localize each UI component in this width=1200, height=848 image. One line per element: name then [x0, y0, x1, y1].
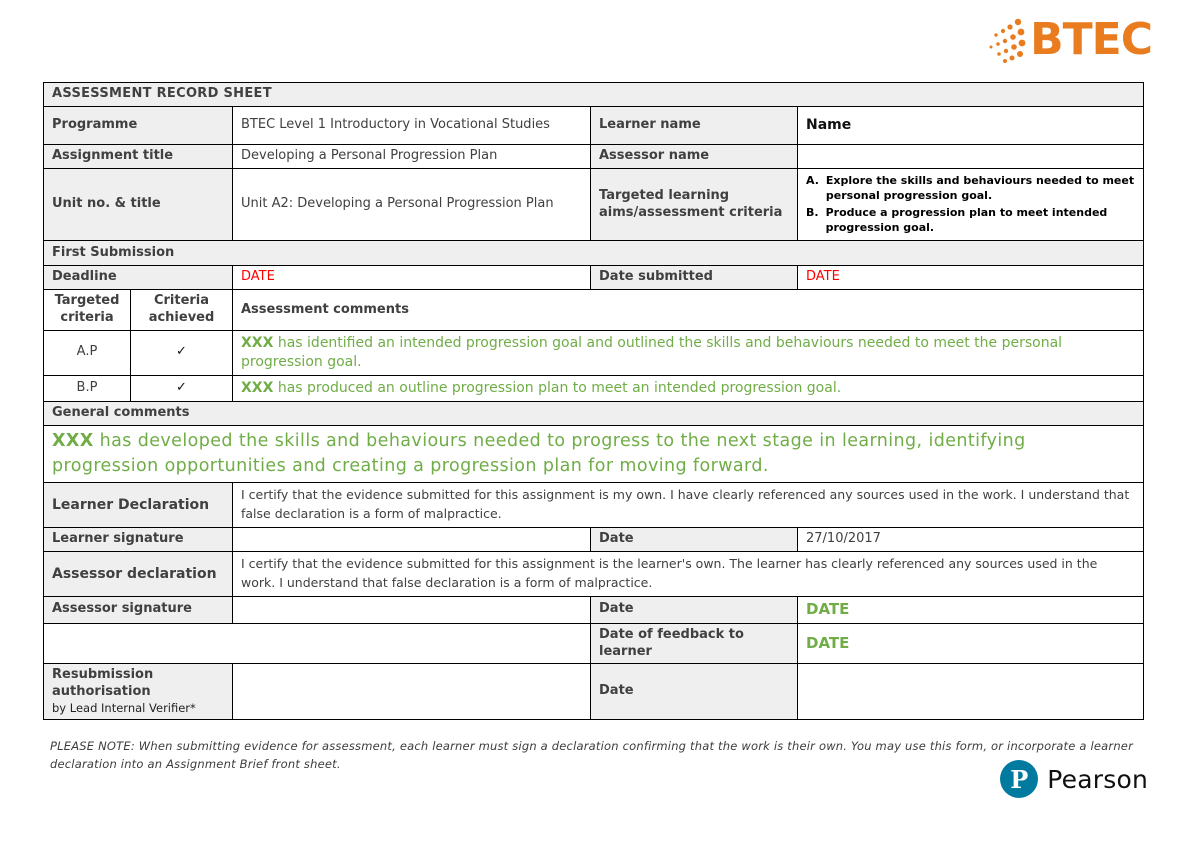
pearson-wordmark: Pearson [1047, 764, 1148, 794]
criteria-code: A.P [44, 331, 131, 376]
assessment-comments-header: Assessment comments [233, 290, 1144, 331]
checkmark-icon: ✓ [176, 344, 187, 360]
learner-date-label: Date [591, 528, 798, 552]
targeted-aims-value [798, 169, 1144, 241]
assessor-name-label: Assessor name [591, 145, 798, 169]
learner-signature-field [233, 528, 591, 552]
learner-declaration-text: I certify that the evidence submitted for this assignment is my own. I have clearly referenced any sources used in the work. I understand that false declaration is a form of malpractice. [241, 487, 1130, 522]
targeted-aims-label: Targeted learning aims/assessment criteria [591, 169, 798, 241]
date-submitted-label: Date submitted [591, 266, 798, 290]
criteria-list-item [806, 206, 1135, 236]
deadline-date: DATE [241, 269, 275, 285]
programme-label: Programme [44, 107, 233, 145]
assessor-name-value [798, 145, 1144, 169]
assessor-signature-field [233, 596, 591, 623]
criteria-code: B.P [44, 375, 131, 401]
assessment-row [44, 331, 1144, 376]
assessor-declaration-label: Assessor declaration [44, 552, 233, 597]
unit-label: Unit no. & title [44, 169, 233, 241]
pearson-p-icon: P [1000, 760, 1038, 798]
targeted-criteria-header: Targeted criteria [44, 290, 131, 331]
resubmission-date-value [798, 664, 1144, 720]
criteria-marker: B. [806, 205, 819, 219]
checkmark-icon: ✓ [176, 379, 187, 395]
date-submitted-value [798, 266, 1144, 290]
assignment-title-label: Assignment title [44, 145, 233, 169]
sheet-title: ASSESSMENT RECORD SHEET [44, 83, 1144, 107]
unit-value: Unit A2: Developing a Personal Progression Plan [233, 169, 591, 241]
resubmission-label: Resubmission authorisation [52, 667, 154, 700]
criteria-achieved-header: Criteria achieved [131, 290, 233, 331]
assessor-declaration-text: I certify that the evidence submitted for this assignment is the learner's own. The learner has clearly referenced any sources used in the work. I understand that false declaration is a form of malpractice. [241, 556, 1098, 590]
criteria-list [806, 174, 1135, 235]
pearson-logo [1000, 760, 1148, 798]
comment-text: has produced an outline progression plan to meet an intended progression goal. [273, 379, 842, 396]
resubmission-label-cell [44, 664, 233, 720]
resubmission-sublabel: by Lead Internal Verifier* [52, 701, 196, 716]
assessment-comment [241, 335, 1062, 370]
feedback-date-label: Date of feedback to learner [591, 623, 798, 664]
footer-note: PLEASE NOTE: When submitting evidence for assessment, each learner must sign a declaration confirming that the work is their own. You may use this form, or incorporate a learner declaration into an Assignment Brief front sheet. [50, 739, 1134, 772]
deadline-value [233, 266, 591, 290]
learner-signature-label: Learner signature [44, 528, 233, 552]
learner-declaration-label: Learner Declaration [44, 483, 233, 528]
learner-name-label: Learner name [591, 107, 798, 145]
first-submission-title: First Submission [44, 241, 1144, 266]
btec-logo [980, 14, 1152, 66]
criteria-text: Produce a progression plan to meet intended progression goal. [825, 205, 1108, 234]
assessor-declaration-cell [233, 552, 1144, 597]
assessment-comment-cell [233, 375, 1144, 401]
assessment-comment-cell [233, 331, 1144, 376]
achieved-checkmark [131, 375, 233, 401]
assessor-date-text: DATE [806, 599, 850, 618]
criteria-list-item [806, 174, 1135, 204]
feedback-date-value [798, 623, 1144, 664]
general-comments-prefix: XXX [52, 430, 94, 451]
assessor-date-label: Date [591, 596, 798, 623]
assessor-signature-label: Assessor signature [44, 596, 233, 623]
resubmission-field [233, 664, 591, 720]
resubmission-date-label: Date [591, 664, 798, 720]
assessment-record-table [43, 82, 1144, 720]
deadline-label: Deadline [44, 266, 233, 290]
learner-declaration-cell [233, 483, 1144, 528]
comment-prefix: XXX [241, 335, 274, 352]
feedback-empty-cell [44, 623, 591, 664]
general-comments-label: General comments [44, 401, 1144, 425]
assessor-date-value [798, 596, 1144, 623]
feedback-date-text: DATE [806, 633, 850, 652]
programme-value: BTEC Level 1 Introductory in Vocational Studies [233, 107, 591, 145]
learner-name-value [798, 107, 1144, 145]
assignment-title-value: Developing a Personal Progression Plan [233, 145, 591, 169]
general-comments-body: has developed the skills and behaviours needed to progress to the next stage in learning, identifying progression opportunities and creating a progression plan for moving forward. [52, 430, 1026, 476]
assessment-row [44, 375, 1144, 401]
general-comments-text [52, 431, 1026, 476]
comment-text: has identified an intended progression goal and outlined the skills and behaviours needed to meet the personal progression goal. [241, 335, 1063, 370]
learner-name-text: Name [806, 117, 852, 134]
criteria-text: Explore the skills and behaviours needed to meet personal progression goal. [825, 174, 1135, 202]
comment-prefix: XXX [241, 379, 274, 396]
learner-date-value: 27/10/2017 [798, 528, 1144, 552]
date-submitted-date: DATE [806, 269, 840, 285]
general-comments-cell [44, 425, 1144, 483]
btec-wordmark: BTEC [1030, 14, 1152, 65]
assessment-comment [241, 380, 841, 396]
achieved-checkmark [131, 331, 233, 376]
criteria-marker: A. [806, 174, 819, 187]
btec-dots-icon [980, 14, 1028, 66]
